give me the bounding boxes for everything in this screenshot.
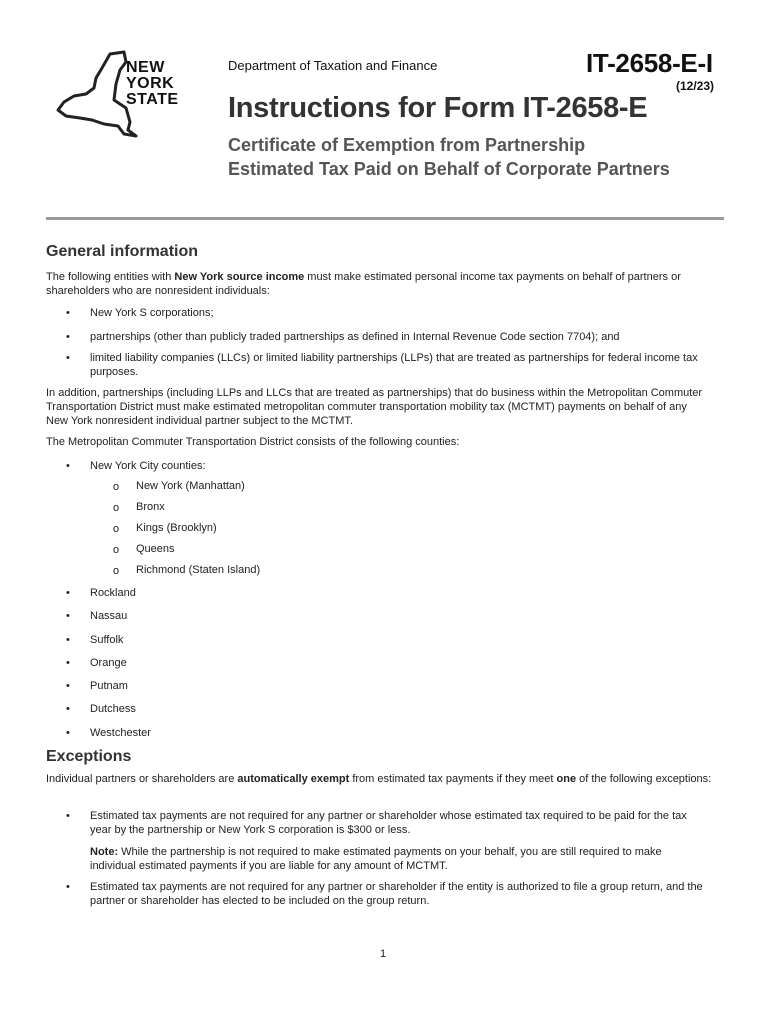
- exceptions-heading: Exceptions: [46, 748, 132, 765]
- exceptions-intro: [46, 772, 726, 786]
- logo-word-york: YORK: [126, 75, 175, 92]
- bullet-icon: •: [66, 703, 70, 715]
- nyc-counties-label: New York City counties:: [90, 460, 206, 472]
- exceptions-intro-bold-2: one: [556, 773, 577, 785]
- exception-note: [90, 845, 700, 873]
- nyc-county-item: New York (Manhattan): [136, 480, 245, 492]
- county-item: Suffolk: [90, 634, 124, 646]
- department-name: Department of Taxation and Finance: [228, 58, 438, 73]
- general-intro: [46, 270, 726, 298]
- header-divider: [46, 217, 724, 220]
- circle-bullet-icon: o: [113, 481, 120, 493]
- nyc-county-item: Kings (Brooklyn): [136, 522, 217, 534]
- logo-word-new: NEW: [126, 59, 165, 76]
- circle-bullet-icon: o: [113, 502, 120, 514]
- county-item: Nassau: [90, 610, 128, 622]
- exceptions-intro-bold-1: automatically exempt: [237, 773, 350, 785]
- page-subtitle: [228, 133, 738, 181]
- county-item: Dutchess: [90, 703, 136, 715]
- nyc-county-item: Queens: [136, 543, 175, 555]
- form-number: IT-2658-E-I: [586, 48, 713, 78]
- general-info-heading: General information: [46, 243, 199, 260]
- exceptions-intro-mid: from estimated tax payments if they meet: [349, 773, 557, 785]
- nyc-county-item: Bronx: [136, 501, 165, 513]
- bullet-icon: •: [66, 810, 70, 822]
- county-item: Westchester: [90, 727, 151, 739]
- bullet-icon: •: [66, 587, 70, 599]
- note-text: While the partnership is not required to make estimated payments on your behalf, you are still required to make individual estimated payments if you are liable for any amount of MCTMT.: [90, 846, 662, 872]
- intro-text-pre: The following entities with: [46, 271, 175, 283]
- subtitle-line-1: Certificate of Exemption from Partnership: [228, 135, 586, 155]
- district-intro: The Metropolitan Commuter Transportation District consists of the following counties:: [46, 436, 460, 448]
- revision-date: (12/23): [675, 79, 714, 93]
- logo-word-state: STATE: [126, 91, 179, 108]
- bullet-icon: •: [66, 881, 70, 893]
- circle-bullet-icon: o: [113, 523, 120, 535]
- intro-text-post: must make estimated personal income tax payments on behalf of partners or shareholders who are nonresident individuals:: [46, 271, 681, 297]
- note-label: Note:: [90, 846, 119, 858]
- exceptions-intro-post: of the following exceptions:: [576, 773, 712, 785]
- subtitle-line-2: Estimated Tax Paid on Behalf of Corporate Partners: [228, 159, 670, 179]
- county-item: Orange: [90, 657, 127, 669]
- bullet-icon: •: [66, 680, 70, 692]
- circle-bullet-icon: o: [113, 565, 120, 577]
- bullet-icon: •: [66, 460, 70, 472]
- bullet-icon: •: [66, 727, 70, 739]
- mctmt-paragraph: In addition, partnerships (including LLPs and LLCs that are treated as partnerships) that do business within the Metropolitan Commuter Transportation District must make estimated metropolitan commuter transportation mobility tax (MCTMT) payments on behalf of any New York nonresident individual partner subject to the MCTMT.: [46, 387, 703, 427]
- bullet-icon: •: [66, 657, 70, 669]
- exception-item-2: Estimated tax payments are not required for any partner or shareholder if the entity is authorized to file a group return, and the partner or shareholder has elected to be included on the group return.: [90, 881, 703, 907]
- page-number: 1: [380, 948, 387, 960]
- bullet-icon: •: [66, 352, 70, 364]
- bullet-icon: •: [66, 634, 70, 646]
- nys-logo: [52, 50, 190, 140]
- entity-item: partnerships (other than publicly traded partnerships as defined in Internal Revenue Code section 7704); and: [90, 331, 620, 343]
- exception-item-1: Estimated tax payments are not required for any partner or shareholder whose estimated tax required to be paid for the tax year by the partnership or New York S corporation is $300 or less.: [90, 810, 687, 836]
- county-item: Putnam: [90, 680, 128, 692]
- exceptions-intro-pre: Individual partners or shareholders are: [46, 773, 238, 785]
- nyc-county-item: Richmond (Staten Island): [136, 564, 261, 576]
- bullet-icon: •: [66, 610, 70, 622]
- circle-bullet-icon: o: [113, 544, 120, 556]
- intro-text-bold: New York source income: [174, 271, 305, 283]
- bullet-icon: •: [66, 307, 70, 319]
- bullet-icon: •: [66, 331, 70, 343]
- page-title: Instructions for Form IT-2658-E: [228, 92, 648, 124]
- entity-item: limited liability companies (LLCs) or limited liability partnerships (LLPs) that are treated as partnerships for federal income tax purposes.: [90, 352, 698, 378]
- county-item: Rockland: [90, 587, 136, 599]
- entity-item: New York S corporations;: [90, 307, 214, 319]
